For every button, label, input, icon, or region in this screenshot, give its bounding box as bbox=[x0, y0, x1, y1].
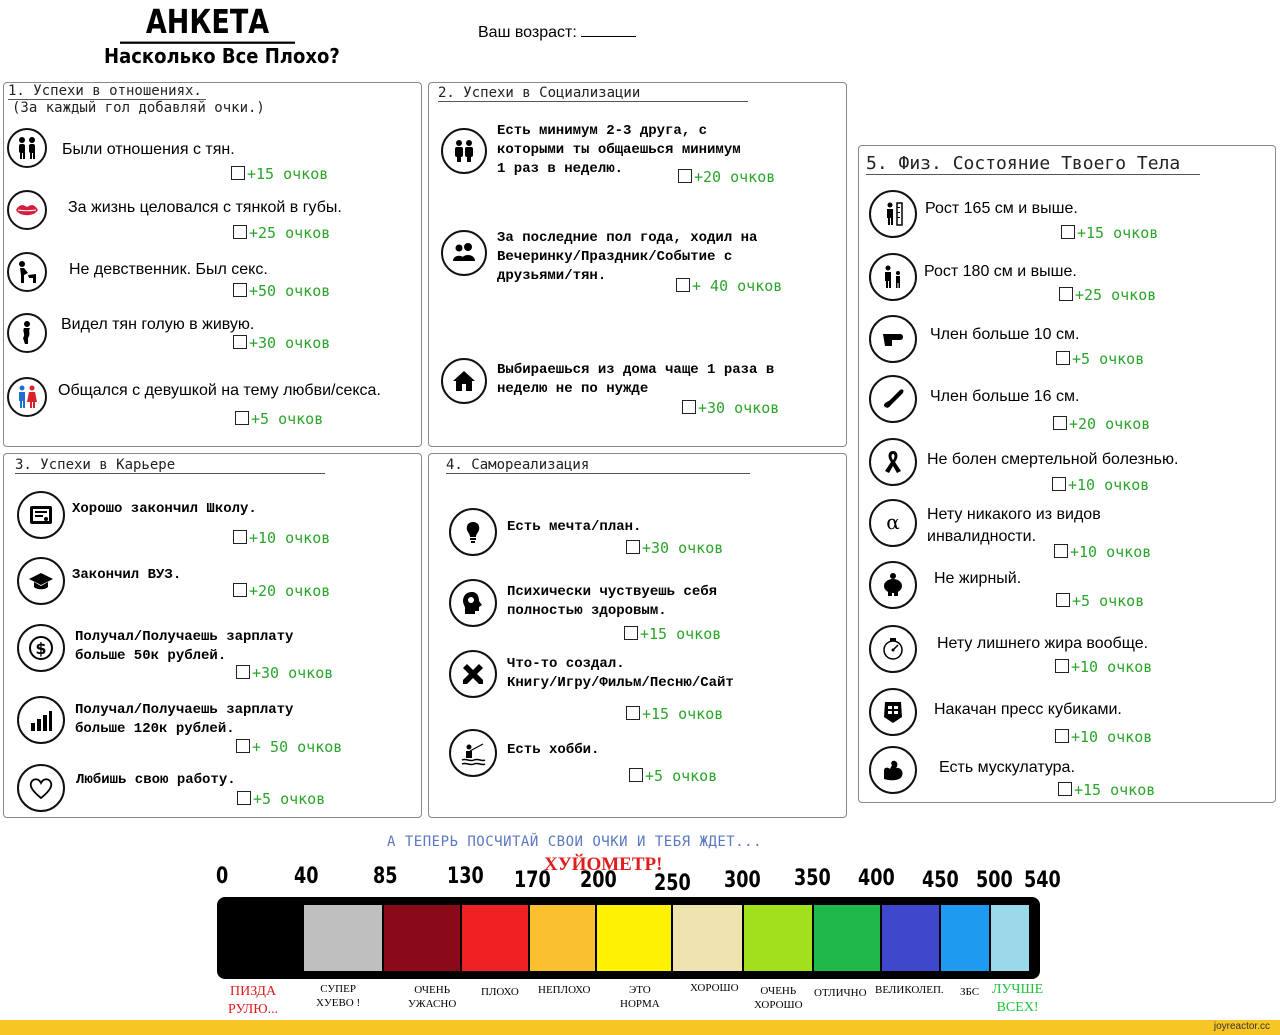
points-checkbox[interactable] bbox=[233, 224, 330, 242]
scale-segment bbox=[530, 905, 595, 971]
svg-text:α: α bbox=[886, 510, 900, 534]
points-label: + 40 очков bbox=[692, 277, 783, 295]
points-checkbox[interactable] bbox=[236, 664, 333, 682]
points-checkbox[interactable] bbox=[233, 282, 330, 300]
scale-name: ХУЙОМЕТР! bbox=[544, 854, 663, 875]
points-checkbox[interactable] bbox=[236, 738, 342, 756]
points-label: +20 очков bbox=[249, 582, 331, 600]
points-label: +15 очков bbox=[1077, 224, 1159, 242]
fishing-icon bbox=[449, 729, 497, 777]
man-woman-icon bbox=[7, 377, 47, 417]
checkbox[interactable] bbox=[237, 791, 251, 805]
age-field[interactable] bbox=[478, 24, 636, 42]
ribbon-icon bbox=[869, 438, 917, 486]
section-subtitle-1: (За каждый гол добавляй очки.) bbox=[12, 100, 265, 116]
points-label: +5 очков bbox=[253, 790, 326, 808]
item-text: Закончил ВУЗ. bbox=[72, 567, 182, 583]
nude-woman-icon bbox=[7, 313, 47, 353]
page-subtitle: Насколько Все Плохо? bbox=[104, 44, 340, 68]
scale-number: 500 bbox=[976, 868, 1013, 893]
item-text: Нету лишнего жира вообще. bbox=[937, 635, 1149, 652]
item-text: Получал/Получаешь зарплату больше 50к рублей. bbox=[75, 629, 294, 664]
points-label: +15 очков bbox=[1074, 781, 1156, 799]
growth-chart-icon bbox=[17, 696, 65, 744]
section-title-1: 1. Успехи в отношениях. bbox=[8, 83, 206, 100]
checkbox[interactable] bbox=[624, 626, 638, 640]
points-label: +15 очков bbox=[640, 625, 722, 643]
head-gears-icon bbox=[449, 579, 497, 627]
checkbox[interactable] bbox=[1055, 729, 1069, 743]
diploma-icon bbox=[17, 491, 65, 539]
item-text: Хорошо закончил Школу. bbox=[72, 501, 257, 517]
house-icon bbox=[441, 358, 487, 404]
points-checkbox[interactable] bbox=[1059, 286, 1156, 304]
points-label: +10 очков bbox=[1071, 728, 1153, 746]
item-text: Есть хобби. bbox=[507, 742, 600, 758]
scale-segment bbox=[882, 905, 939, 971]
points-label: +5 очков bbox=[1072, 350, 1145, 368]
checkbox[interactable] bbox=[1055, 659, 1069, 673]
checkbox[interactable] bbox=[1052, 477, 1066, 491]
lips-icon bbox=[7, 190, 47, 230]
points-checkbox[interactable] bbox=[231, 165, 328, 183]
lightbulb-icon bbox=[449, 508, 497, 556]
fat-person-icon bbox=[869, 561, 917, 609]
item-text: Накачан пресс кубиками. bbox=[934, 701, 1122, 718]
points-checkbox[interactable] bbox=[1053, 415, 1150, 433]
points-label: +10 очков bbox=[1068, 476, 1150, 494]
points-label: +50 очков bbox=[249, 282, 331, 300]
scale-number: 300 bbox=[724, 868, 761, 893]
scale-number: 85 bbox=[373, 864, 398, 889]
scale-segment bbox=[225, 905, 302, 971]
checkbox[interactable] bbox=[682, 400, 696, 414]
checkbox[interactable] bbox=[233, 583, 247, 597]
item-text: Общался с девушкой на тему любви/секса. bbox=[58, 382, 381, 399]
points-checkbox[interactable] bbox=[626, 705, 723, 723]
points-label: +10 очков bbox=[1071, 658, 1153, 676]
checkbox[interactable] bbox=[676, 278, 690, 292]
points-label: +20 очков bbox=[1069, 415, 1151, 433]
height-icon bbox=[869, 190, 917, 238]
checkbox[interactable] bbox=[231, 166, 245, 180]
points-checkbox[interactable] bbox=[676, 277, 782, 295]
scale-segment bbox=[304, 905, 382, 971]
age-blank[interactable] bbox=[581, 36, 636, 37]
scale-segment bbox=[462, 905, 528, 971]
scale-number: 170 bbox=[514, 868, 551, 893]
item-text: Рост 180 см и выше. bbox=[924, 263, 1077, 280]
checkbox[interactable] bbox=[1056, 351, 1070, 365]
scale-number: 250 bbox=[654, 871, 691, 896]
points-checkbox[interactable] bbox=[235, 410, 323, 428]
points-label: +10 очков bbox=[249, 529, 331, 547]
checkbox[interactable] bbox=[1059, 287, 1073, 301]
graduation-cap-icon bbox=[17, 557, 65, 605]
scale-segment bbox=[384, 905, 460, 971]
scale-label: ЛУЧШЕ ВСЕХ! bbox=[992, 982, 1044, 1015]
points-checkbox[interactable] bbox=[682, 399, 779, 417]
item-text: Член больше 10 см. bbox=[930, 326, 1080, 343]
scale-label: ОЧЕНЬ ХОРОШО bbox=[754, 985, 803, 1011]
scale-number: 540 bbox=[1024, 868, 1061, 893]
bicep-icon bbox=[869, 746, 917, 794]
points-checkbox[interactable] bbox=[233, 334, 330, 352]
item-text: Не болен смертельной болезнью. bbox=[927, 451, 1179, 468]
item-text: За последние пол года, ходил на Вечеринку/Праздник/Событие с друзьями/тян. bbox=[497, 230, 758, 284]
checkbox[interactable] bbox=[235, 411, 249, 425]
item-text: Рост 165 см и выше. bbox=[925, 200, 1078, 217]
scale-label: ПЛОХО bbox=[481, 986, 519, 998]
scale-label: ОТЛИЧНО bbox=[814, 987, 867, 999]
scale-segment bbox=[814, 905, 880, 971]
footer-brand: joyreactor.cc bbox=[1213, 1021, 1270, 1032]
couple-icon bbox=[7, 128, 47, 168]
scale-segment bbox=[744, 905, 812, 971]
section-title-5: 5. Физ. Состояние Твоего Тела bbox=[866, 153, 1200, 175]
scale-bar bbox=[217, 897, 1040, 979]
points-label: +5 очков bbox=[251, 410, 324, 428]
scale-segment bbox=[597, 905, 671, 971]
item-text: Психически чуствуешь себя полностью здоровым. bbox=[507, 584, 718, 619]
points-checkbox[interactable] bbox=[1056, 592, 1144, 610]
points-label: +5 очков bbox=[1072, 592, 1145, 610]
points-checkbox[interactable] bbox=[237, 790, 325, 808]
scale-number: 200 bbox=[580, 868, 617, 893]
scale-number: 40 bbox=[294, 864, 319, 889]
points-checkbox[interactable] bbox=[1058, 781, 1155, 799]
page-title: АНКЕТА bbox=[120, 4, 295, 44]
svg-text:$: $ bbox=[35, 639, 47, 658]
item-text: Член больше 16 см. bbox=[930, 388, 1080, 405]
points-label: +25 очков bbox=[249, 224, 331, 242]
scale-label: ЭТО НОРМА bbox=[620, 984, 660, 1010]
scale-number: 130 bbox=[447, 864, 484, 889]
item-text: Любишь свою работу. bbox=[76, 772, 236, 788]
checkbox[interactable] bbox=[626, 706, 640, 720]
tall-people-icon bbox=[869, 253, 917, 301]
points-label: +30 очков bbox=[249, 334, 331, 352]
scale-label: НЕПЛОХО bbox=[538, 984, 591, 996]
scale-number: 0 bbox=[216, 864, 229, 889]
item-text: Нету никакого из видов инвалидности. bbox=[927, 506, 1101, 545]
scale-note: А ТЕПЕРЬ ПОСЧИТАЙ СВОИ ОЧКИ И ТЕБЯ ЖДЕТ... bbox=[387, 834, 763, 850]
checkbox[interactable] bbox=[1061, 225, 1075, 239]
short-member-icon bbox=[869, 315, 917, 363]
item-text: За жизнь целовался с тянкой в губы. bbox=[68, 199, 342, 216]
points-label: + 50 очков bbox=[252, 738, 343, 756]
points-label: +20 очков bbox=[694, 168, 776, 186]
checkbox[interactable] bbox=[236, 665, 250, 679]
section-title-3: 3. Успехи в Карьере bbox=[15, 457, 325, 474]
dollar-icon bbox=[17, 624, 65, 672]
age-label: Ваш возраст: bbox=[478, 24, 577, 41]
scale-label: ПИЗДА РУЛЮ... bbox=[228, 984, 279, 1017]
points-checkbox[interactable] bbox=[626, 539, 723, 557]
item-text: Не девственник. Был секс. bbox=[69, 261, 268, 278]
item-text: Что-то создал. Книгу/Игру/Фильм/Песню/Сайт bbox=[507, 656, 734, 691]
points-label: +30 очков bbox=[698, 399, 780, 417]
points-label: +5 очков bbox=[645, 767, 718, 785]
points-checkbox[interactable] bbox=[1061, 224, 1158, 242]
points-label: +10 очков bbox=[1070, 543, 1152, 561]
points-label: +30 очков bbox=[642, 539, 724, 557]
points-checkbox[interactable] bbox=[1055, 658, 1152, 676]
item-text: Выбираешься из дома чаще 1 раза в неделю не по нужде bbox=[497, 362, 775, 397]
points-label: +15 очков bbox=[642, 705, 724, 723]
heart-icon bbox=[17, 764, 65, 812]
checkbox[interactable] bbox=[1054, 544, 1068, 558]
scale-segment bbox=[991, 905, 1029, 971]
item-text: Есть мускулатура. bbox=[939, 759, 1075, 776]
scale-number: 350 bbox=[794, 866, 831, 891]
abs-icon bbox=[869, 688, 917, 736]
checkbox[interactable] bbox=[1058, 782, 1072, 796]
long-member-icon bbox=[869, 375, 917, 423]
item-text: Получал/Получаешь зарплату больше 120к рублей. bbox=[75, 702, 294, 737]
points-checkbox[interactable] bbox=[233, 582, 330, 600]
item-text: Есть мечта/план. bbox=[507, 519, 642, 535]
sex-icon bbox=[7, 252, 47, 292]
checkbox[interactable] bbox=[233, 530, 247, 544]
points-checkbox[interactable] bbox=[1054, 543, 1151, 561]
checkbox[interactable] bbox=[233, 283, 247, 297]
points-checkbox[interactable] bbox=[629, 767, 717, 785]
item-text: Не жирный. bbox=[934, 570, 1022, 587]
points-checkbox[interactable] bbox=[1055, 728, 1152, 746]
section-title-2: 2. Успехи в Социализации bbox=[438, 85, 748, 102]
section-title-4: 4. Самореализация bbox=[446, 457, 750, 474]
scale-label: ХОРОШО bbox=[690, 982, 739, 994]
checkbox[interactable] bbox=[1056, 593, 1070, 607]
scale-segment bbox=[673, 905, 742, 971]
checkbox[interactable] bbox=[236, 739, 250, 753]
scale-label: ЗБС bbox=[960, 986, 980, 998]
scale-label: ВЕЛИКОЛЕП. bbox=[875, 984, 944, 996]
item-text: Были отношения с тян. bbox=[62, 141, 235, 158]
points-checkbox[interactable] bbox=[624, 625, 721, 643]
friends-icon bbox=[441, 128, 487, 174]
points-checkbox[interactable] bbox=[1052, 476, 1149, 494]
points-checkbox[interactable] bbox=[678, 168, 775, 186]
checkbox[interactable] bbox=[1053, 416, 1067, 430]
points-label: +25 очков bbox=[1075, 286, 1157, 304]
scale-label: СУПЕР ХУЕВО ! bbox=[316, 983, 361, 1009]
footer-strip bbox=[0, 1020, 1280, 1035]
scale-segment bbox=[941, 905, 989, 971]
checkbox[interactable] bbox=[626, 540, 640, 554]
scale-number: 450 bbox=[922, 868, 959, 893]
points-checkbox[interactable] bbox=[233, 529, 330, 547]
points-checkbox[interactable] bbox=[1056, 350, 1144, 368]
checkbox[interactable] bbox=[629, 768, 643, 782]
checkbox[interactable] bbox=[233, 225, 247, 239]
group-icon bbox=[441, 230, 487, 276]
checkbox[interactable] bbox=[678, 169, 692, 183]
item-text: Видел тян голую в живую. bbox=[61, 316, 255, 333]
checkbox[interactable] bbox=[233, 335, 247, 349]
scale-label: ОЧЕНЬ УЖАСНО bbox=[408, 984, 457, 1010]
scale-number: 400 bbox=[858, 866, 895, 891]
pencil-brush-icon bbox=[449, 650, 497, 698]
points-label: +15 очков bbox=[247, 165, 329, 183]
item-text: Есть минимум 2-3 друга, с которыми ты общаешься минимум 1 раз в неделю. bbox=[497, 123, 741, 177]
points-label: +30 очков bbox=[252, 664, 334, 682]
scale-icon bbox=[869, 625, 917, 673]
alpha-icon bbox=[869, 499, 917, 547]
